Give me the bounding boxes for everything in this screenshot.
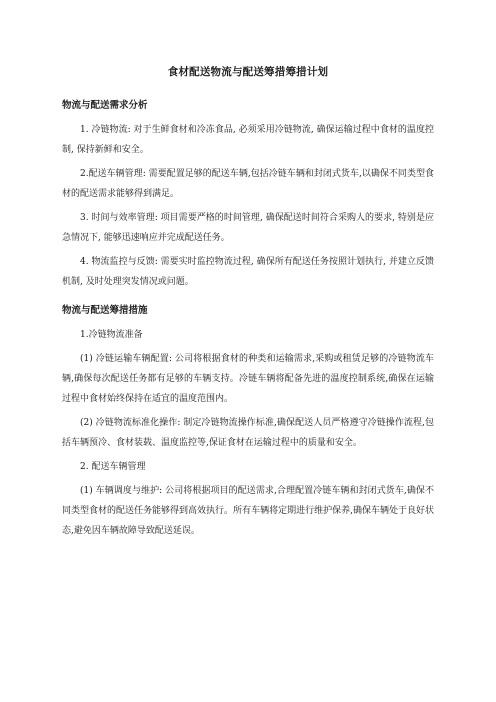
paragraph: 4. 物流监控与反馈: 需要实时监控物流过程, 确保所有配送任务按照计划执行, 并建立反馈机制, 及时处理突发情况或问题。 xyxy=(62,257,434,287)
section-heading-demand-analysis: 物流与配送需求分析 xyxy=(62,100,148,111)
paragraph: 3. 时间与效率管理: 项目需要严格的时间管理, 确保配送时间符合采购人的要求, 特别是应急情况下, 能够迅速响应并完成配送任务。 xyxy=(62,213,434,243)
document-title: 食材配送物流与配送筹措筹措计划 xyxy=(167,66,329,78)
paragraph: (1) 冷链运输车辆配置: 公司将根据食材的种类和运输需求,采购或租赁足够的冷链物流车辆,确保每次配送任务都有足够的车辆支持。冷链车辆将配备先进的温度控制系统,确保在运输过程中食材始终保持在适宜的温度范围内。 xyxy=(62,354,434,404)
subheading-vehicle-management: 2. 配送车辆管理 xyxy=(80,462,146,472)
paragraph: (1) 车辆调度与维护: 公司将根据项目的配送需求,合理配置冷链车辆和封闭式货车,确保不同类型食材的配送任务能够得到高效执行。所有车辆将定期进行维护保养,确保车辆处于良好状态,避免因车辆故障导致配送延误。 xyxy=(62,486,434,536)
paragraph: 2.配送车辆管理: 需要配置足够的配送车辆,包括冷链车辆和封闭式货车,以确保不同类型食材的配送需求能够得到满足。 xyxy=(62,169,434,199)
section-heading-measures: 物流与配送筹措措施 xyxy=(62,305,148,316)
subheading-cold-chain: 1.冷链物流准备 xyxy=(80,330,143,340)
paragraph: 1. 冷链物流: 对于生鲜食材和冷冻食品, 必须采用冷链物流, 确保运输过程中食材的温度控制, 保持新鲜和安全。 xyxy=(62,125,434,155)
paragraph: (2) 冷链物流标准化操作: 制定冷链物流操作标准,确保配送人员严格遵守冷链操作流程,包括车辆预冷、食材装载、温度监控等,保证食材在运输过程中的质量和安全。 xyxy=(62,418,434,448)
